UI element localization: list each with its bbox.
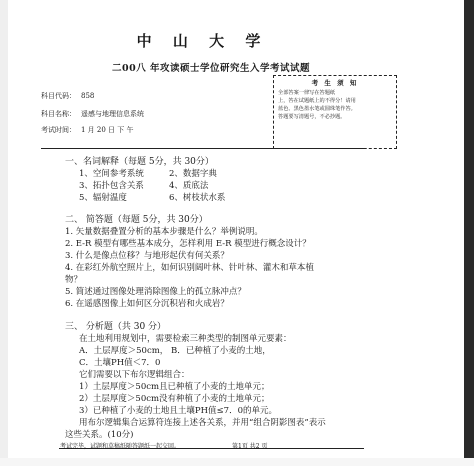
notice-line: 全部答案一律写在答题纸: [278, 90, 336, 96]
exam-title: 二00八 年攻读硕士学位研究生入学考试试题: [111, 63, 311, 74]
exam-time-value: 1 月 20 日 下 午: [81, 126, 134, 134]
term-item: 1、空间参考系统: [79, 169, 144, 179]
analysis-line: 它们需要以下布尔逻辑组合：: [79, 370, 190, 380]
section-1-title: 一、名词解释（每题 5分，共 30分）: [65, 157, 214, 167]
question-item: 1. 矢量数据叠置分析的基本步骤是什么？举例说明。: [65, 227, 263, 237]
section-2-title: 二、 简答题（每题 5分，共 30分）: [65, 215, 208, 225]
header-divider: [41, 148, 364, 149]
footer-instruction: 考试完毕，试题和草稿纸随答题纸一起交回。: [60, 443, 181, 450]
analysis-line: 2）土层厚度＞50cm没有种植了小麦的土地单元；: [79, 394, 270, 404]
notice-line: 答题要写清题号，不必抄题。: [278, 114, 346, 120]
analysis-line: C．土壤PH值＜7．0: [79, 358, 161, 368]
question-item: 物？: [65, 275, 83, 285]
question-item: 6. 在遥感图像上如何区分沉积岩和火成岩？: [65, 299, 229, 309]
analysis-line: 1）土层厚度＞50cm且已种植了小麦的土地单元；: [79, 382, 270, 392]
term-item: 2、数据字典: [169, 169, 217, 179]
school-name: 中 山 大 学: [136, 32, 269, 50]
subject-code-row: [41, 91, 94, 101]
scan-edge-bottom: [0, 458, 474, 466]
term-item: 6、树枝状水系: [169, 193, 226, 203]
subject-code-label: 科目代码：: [41, 92, 76, 100]
page-number: 第1页 共2 页: [232, 443, 268, 450]
question-item: 5. 简述通过图像处理消除图像上的孤立脉冲点？: [65, 287, 246, 297]
notice-line: 上，答在试题纸上的不得分！请用: [278, 98, 356, 104]
analysis-line: 在土地利用规划中，需要检索三种类型的制图单元要素：: [79, 334, 292, 344]
scan-edge-right: [464, 0, 474, 466]
exam-time-label: 考试时间：: [41, 126, 76, 134]
subject-name-label: 科目名称：: [41, 110, 76, 118]
analysis-line: 用布尔逻辑集合运算符连接上述各关系，并用“组合阴影图表”表示: [79, 418, 326, 428]
section-3-title: 三、 分析题（共 30 分）: [65, 322, 167, 332]
notice-line: 蓝色、黑色墨水笔或圆珠笔作答。: [278, 106, 356, 112]
analysis-line: 3）已种植了小麦的土地且土壤PH值≤7．0的单元。: [79, 406, 277, 416]
question-item: 3. 什么是像点位移？与地形起伏有何关系？: [65, 251, 229, 261]
term-item: 3、拓扑包含关系: [79, 181, 144, 191]
analysis-line: A．土层厚度＞50cm， B．已种植了小麦的土地，: [79, 346, 271, 356]
notice-title: 考 生 须 知: [311, 79, 359, 87]
scan-edge-left: [0, 0, 8, 466]
candidate-notice-box: [273, 75, 397, 149]
subject-name-row: [41, 109, 144, 119]
analysis-line: 这些关系。(10分): [65, 430, 134, 440]
subject-code-value: 858: [81, 92, 95, 100]
exam-time-row: [41, 125, 134, 135]
term-item: 5、辐射温度: [79, 193, 127, 203]
subject-name-value: 遥感与地理信息系统: [81, 110, 144, 118]
question-item: 4. 在彩红外航空照片上，如何识别阔叶林、针叶林、灌木和草本植: [65, 263, 314, 273]
question-item: 2. E-R 模型有哪些基本成分，怎样利用 E-R 模型进行概念设计？: [65, 239, 311, 249]
term-item: 4、质底法: [169, 181, 209, 191]
exam-page: [41, 12, 364, 452]
